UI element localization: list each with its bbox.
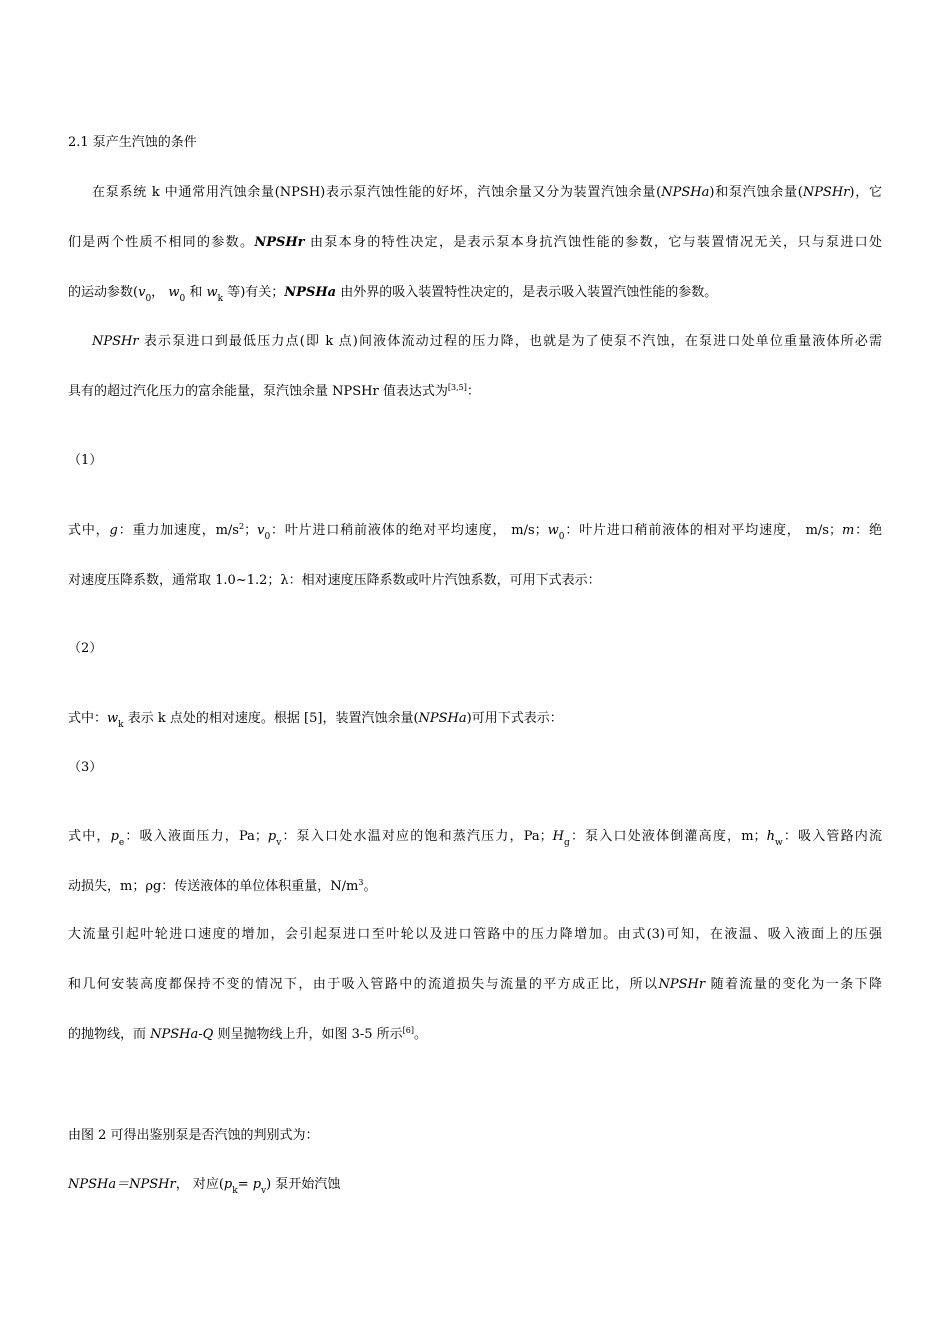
paragraph-3-line-1: 式中，g：重力加速度，$m/s^2$；$v_0$：叶片进口稍前液体的绝对平均速度， m/s；$w_0$：叶片进口稍前液体的相对平均速度， m/s；m：绝 (68, 522, 882, 542)
paragraph-2-line-1: NPSHr 表示泵进口到最低压力点(即 k 点)间液体流动过程的压力降，也就是为了使泵不汽蚀，在泵进口处单位重量液体所必需 (92, 334, 882, 349)
paragraph-5-line-2: 动损失，m；ρg：传送液体的单位体积重量，$N/m^3$。 (68, 878, 377, 894)
paragraph-4: 式中：$w_k$ 表示 k 点处的相对速度。根据 [5]，装置汽蚀余量(NPSHa)可用下式表示： (68, 711, 563, 730)
section-heading: 2.1 泵产生汽蚀的条件 (68, 135, 197, 150)
paragraph-2-line-2: 具有的超过汽化压力的富余能量，泵汽蚀余量 NPSHr 值表达式为[3,5]： (68, 383, 480, 399)
paragraph-6-line-2: 和几何安装高度都保持不变的情况下，由于吸入管路中的流道损失与流量的平方成正比，所以NPSHr 随着流量的变化为一条下降 (68, 977, 882, 992)
paragraph-7: 由图 2 可得出鉴别泵是否汽蚀的判别式为： (68, 1128, 319, 1143)
paragraph-6-line-3: 的抛物线，而 NPSHa-Q 则呈抛物线上升，如图 3-5 所示[6]。 (68, 1026, 428, 1042)
equation-3-number: （3） (68, 760, 103, 775)
paragraph-6-line-1: 大流量引起叶轮进口速度的增加，会引起泵进口至叶轮以及进口管路中的压力降增加。由式(3)可知，在液温、吸入液面上的压强 (68, 927, 882, 942)
paragraph-5-line-1: 式中，$p_e$：吸入液面压力，Pa；$p_v$：泵入口处水温对应的饱和蒸汽压力，Pa；$H_g$：泵入口处液体倒灌高度，m；$h_w$：吸入管路内流 (68, 829, 882, 848)
equation-2-number: （2） (68, 641, 103, 656)
paragraph-1-line-3: 的运动参数($v_0$， $w_0$ 和 $w_k$ 等)有关；NPSHa 由外界的吸入装置特性决定的，是表示吸入装置汽蚀性能的参数。 (68, 285, 718, 304)
paragraph-3-line-2: 对速度压降系数，通常取 1.0~1.2；λ：相对速度压降系数或叶片汽蚀系数，可用下式表示： (68, 573, 601, 588)
paragraph-1-line-1: 在泵系统 k 中通常用汽蚀余量(NPSH)表示泵汽蚀性能的好坏，汽蚀余量又分为装置汽蚀余量(NPSHa)和泵汽蚀余量(NPSHr)，它 (92, 185, 882, 200)
criterion-formula: NPSHa＝NPSHr， 对应$(p_k= p_v)$ 泵开始汽蚀 (68, 1177, 341, 1196)
equation-1-number: （1） (68, 453, 103, 468)
paragraph-1-line-2: 们是两个性质不相同的参数。NPSHr 由泵本身的特性决定，是表示泵本身抗汽蚀性能的参数，它与装置情况无关，只与泵进口处 (68, 235, 882, 250)
